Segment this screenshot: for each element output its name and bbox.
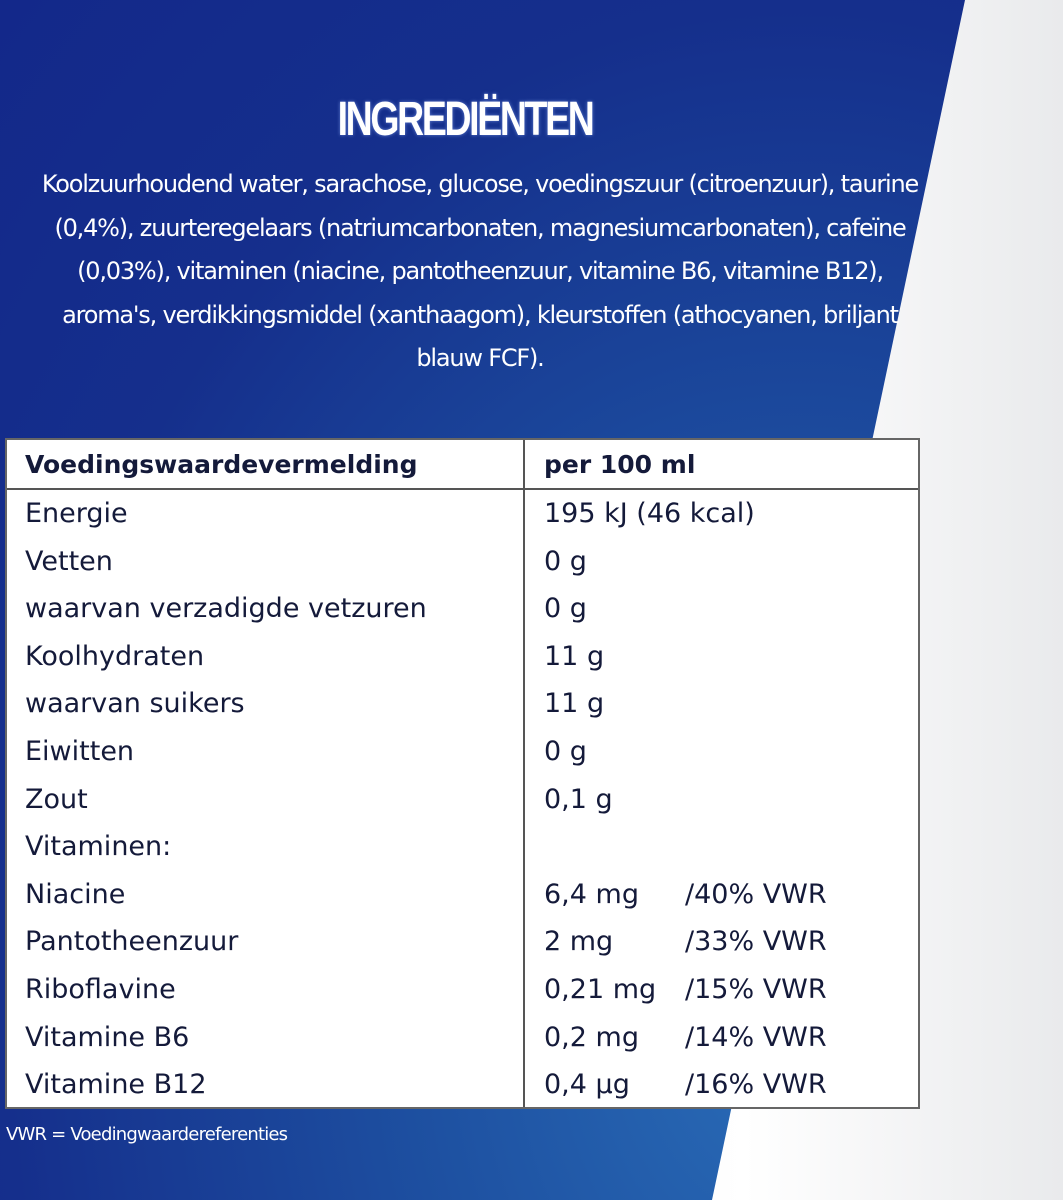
- nutrient-value: 11 g: [544, 688, 605, 720]
- footnote: VWR = Voedingwaardereferenties: [6, 1124, 288, 1145]
- nutrient-value: 195 kJ (46 kcal): [544, 498, 755, 529]
- nutrient-name: Pantotheenzuur: [25, 926, 239, 958]
- table-row: [7, 1016, 918, 1064]
- nutrient-value: 6,4 mg: [544, 878, 639, 910]
- table-row: [7, 492, 918, 540]
- reference-intake: /16% VWR: [685, 1069, 827, 1101]
- table-row: [7, 920, 918, 968]
- nutrient-value: 0,4 µg: [544, 1069, 630, 1101]
- nutrient-name: Riboflavine: [25, 974, 176, 1005]
- reference-intake: /15% VWR: [685, 974, 827, 1005]
- header-nutrient: Voedingswaardevermelding: [25, 450, 418, 479]
- nutrient-name: Eiwitten: [25, 736, 135, 767]
- nutrient-name: Niacine: [25, 878, 126, 910]
- table-row: [7, 968, 918, 1016]
- table-row: [7, 778, 918, 826]
- table-row: [7, 635, 918, 683]
- table-row: [7, 730, 918, 778]
- nutrient-value: 0,1 g: [544, 783, 613, 815]
- nutrient-value: 0,2 mg: [544, 1021, 639, 1053]
- table-row: [7, 587, 918, 635]
- nutrient-value: 0 g: [544, 593, 587, 625]
- header-per-100ml: per 100 ml: [544, 450, 696, 479]
- nutrient-name: Vitamine B12: [25, 1069, 207, 1101]
- nutrient-name: Vitaminen:: [25, 831, 172, 863]
- reference-intake: /40% VWR: [685, 878, 827, 910]
- table-header: [7, 440, 918, 490]
- table-row: [7, 540, 918, 588]
- ingredients-text: Koolzuurhoudend water, sarachose, glucose, voedingszuur (citroenzuur), taurine (0,4%), zuurteregelaars (natriumcarbonaten, magnesiumcarbonaten), cafeïne (0,03%), vitaminen (niacine, pantotheenzuur, vitamine B6, vitamine B12), aroma's, verdikkingsmiddel (xanthaagom), kleurstoffen (athocyanen, briljant blauw FCF).: [41, 170, 919, 372]
- nutrient-name: Koolhydraten: [25, 640, 205, 672]
- reference-intake: /14% VWR: [685, 1021, 827, 1053]
- nutrient-name: Energie: [25, 498, 128, 529]
- table-row: [7, 682, 918, 730]
- nutrient-value: 0 g: [544, 545, 587, 577]
- table-row: [7, 873, 918, 921]
- nutrient-name: waarvan verzadigde vetzuren: [25, 593, 427, 625]
- nutrient-name: Vetten: [25, 545, 113, 577]
- nutrient-name: waarvan suikers: [25, 688, 245, 720]
- nutrient-name: Zout: [25, 783, 88, 815]
- table-row: [7, 825, 918, 873]
- nutrient-value: 0 g: [544, 736, 587, 767]
- table-row: [7, 1063, 918, 1111]
- nutrient-value: 0,21 mg: [544, 974, 657, 1005]
- nutrition-table: [5, 438, 920, 1109]
- ingredients-title: INGREDIËNTEN: [337, 93, 593, 146]
- nutrient-value: 11 g: [544, 640, 605, 672]
- nutrient-value: 2 mg: [544, 926, 614, 958]
- reference-intake: /33% VWR: [685, 926, 827, 958]
- nutrient-name: Vitamine B6: [25, 1021, 190, 1053]
